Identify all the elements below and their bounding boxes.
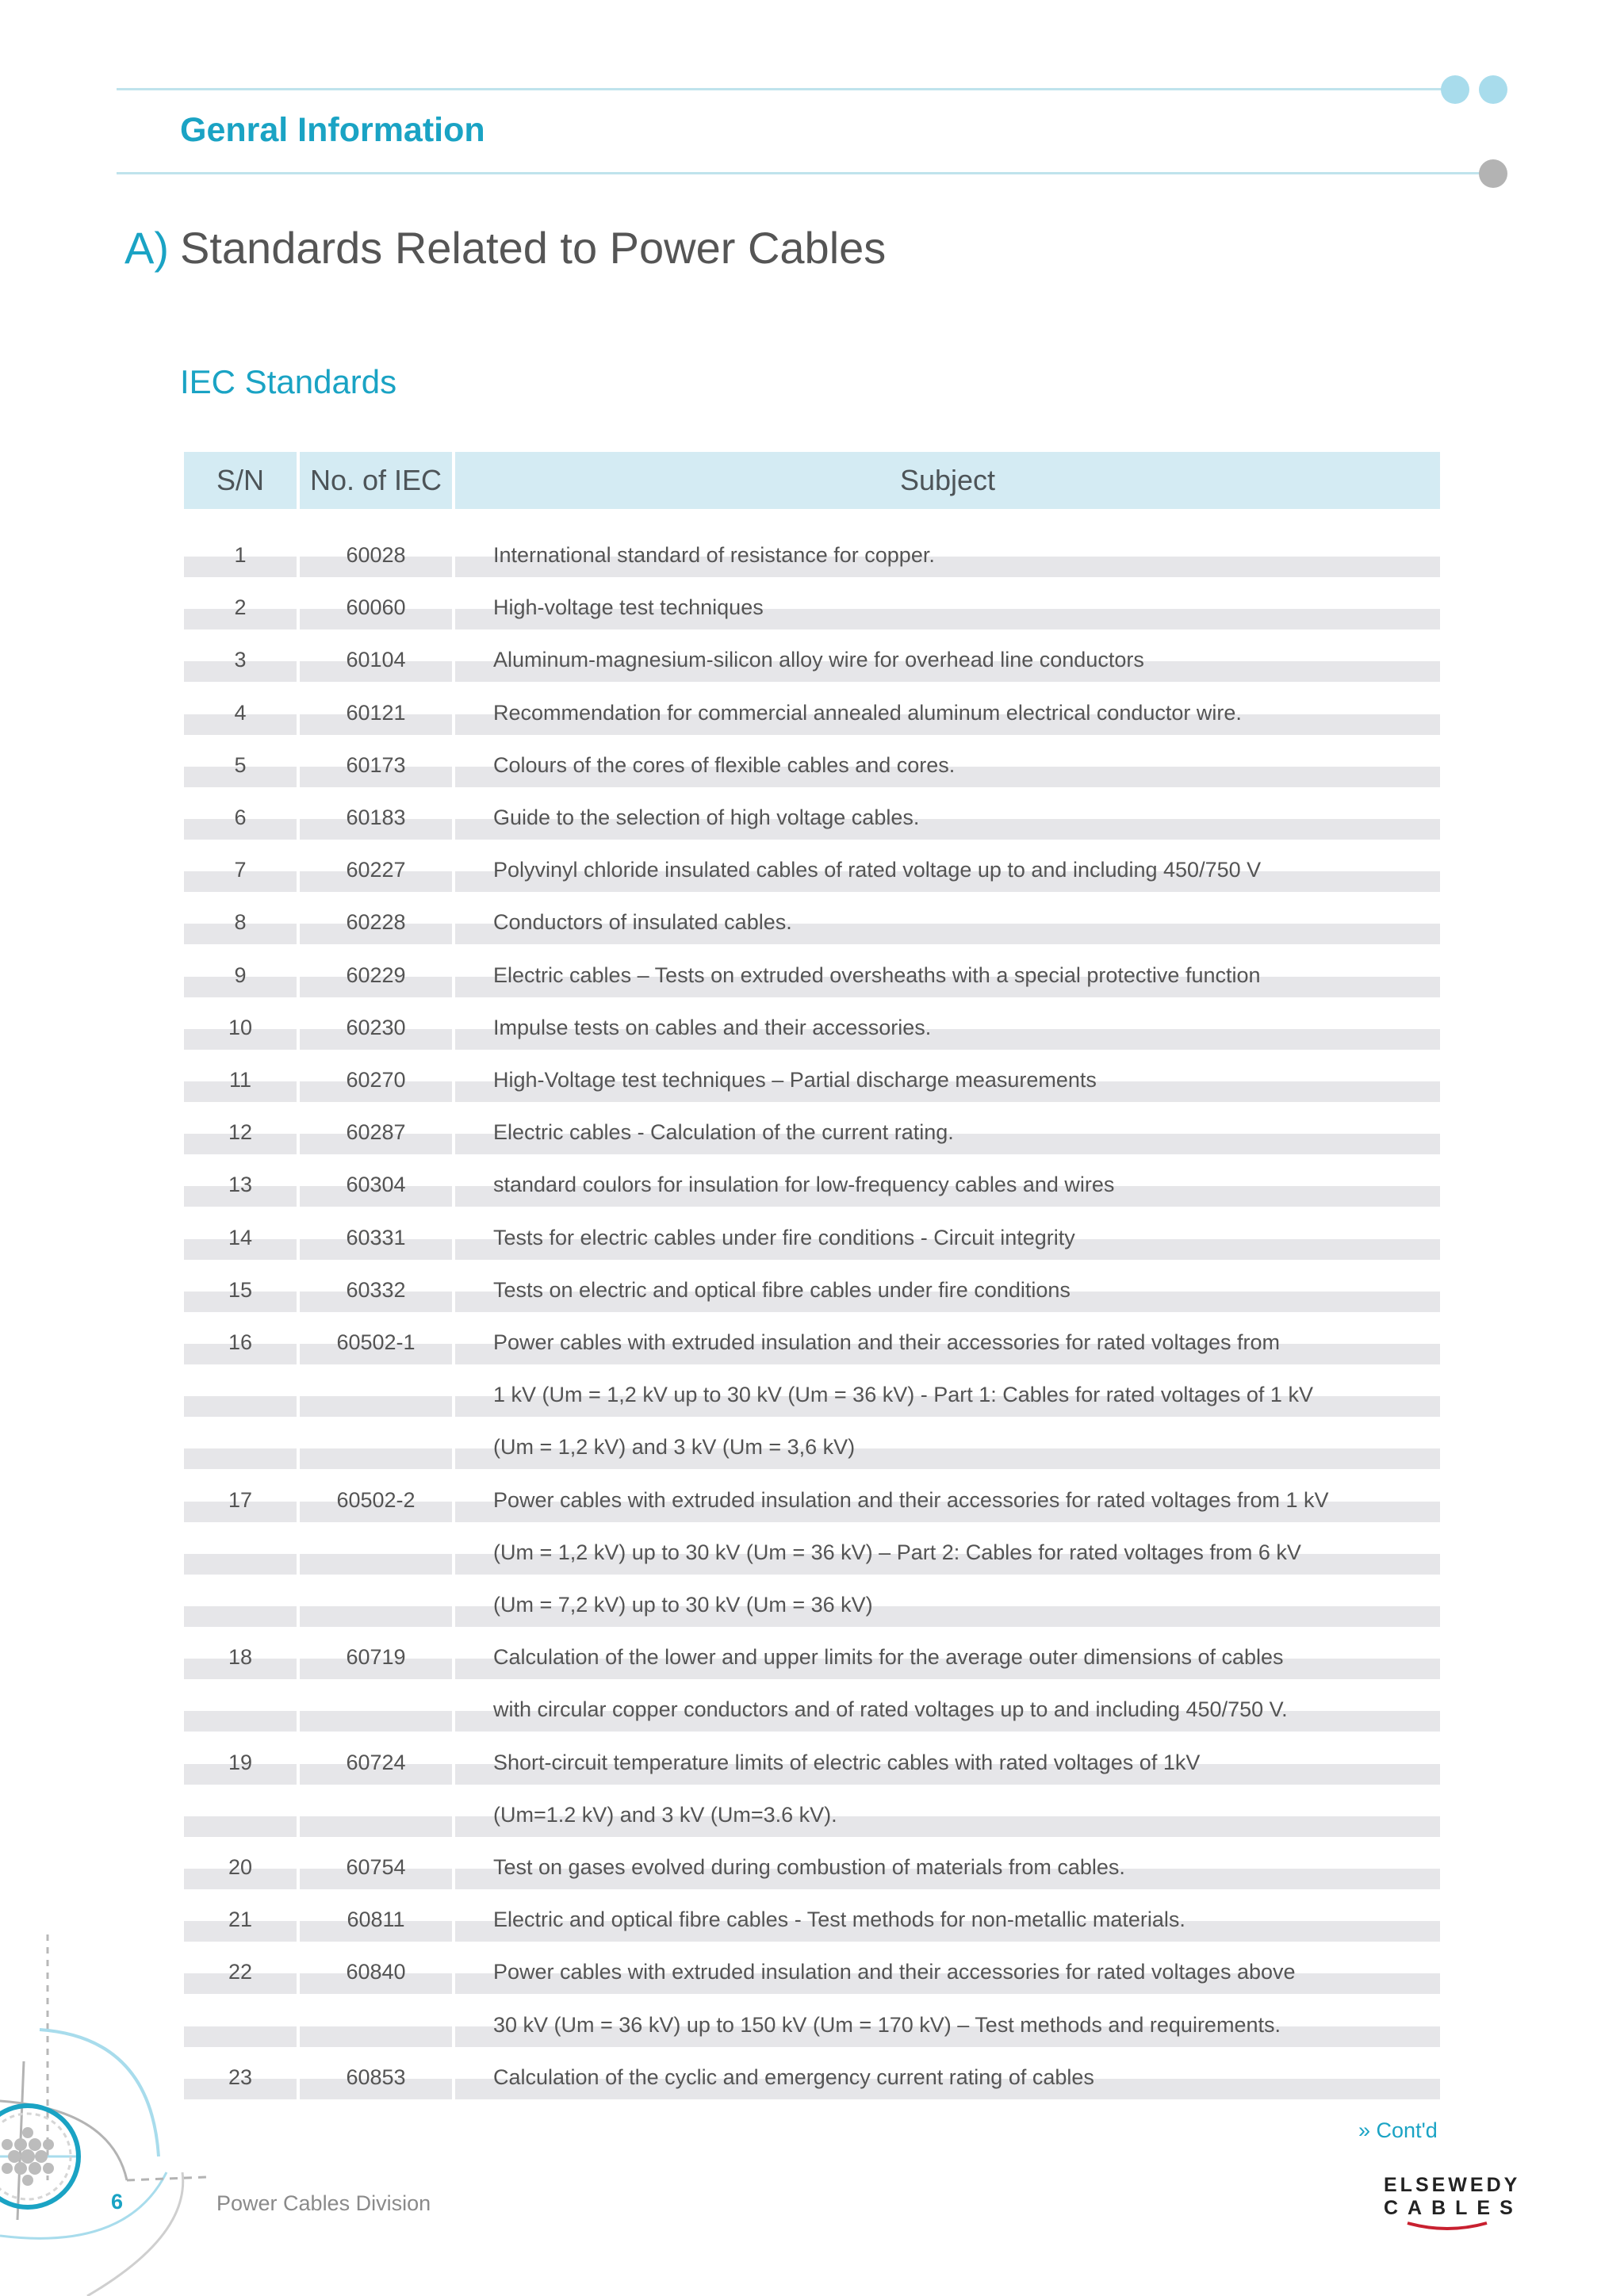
cell-iec-no: 60270 bbox=[346, 1068, 406, 1092]
cell-iec-no: 60173 bbox=[346, 752, 406, 777]
cell-sn: 4 bbox=[234, 700, 247, 725]
table-row bbox=[0, 637, 1624, 690]
table-row bbox=[0, 1372, 1624, 1425]
cell-subject: 1 kV (Um = 1,2 kV up to 30 kV (Um = 36 kV) - Part 1: Cables for rated voltages of 1 kV bbox=[493, 1383, 1313, 1407]
page-title: Standards Related to Power Cables bbox=[180, 223, 887, 273]
cell-sn-bar bbox=[184, 1711, 297, 1732]
cell-subject: International standard of resistance for copper. bbox=[493, 543, 935, 567]
cell-sn: 21 bbox=[228, 1908, 253, 1932]
cell-iec-no: 60502-1 bbox=[336, 1330, 416, 1354]
cell-sn-bar bbox=[184, 1554, 297, 1575]
cell-subject: Recommendation for commercial annealed aluminum electrical conductor wire. bbox=[493, 700, 1242, 725]
cell-iec-no-bar bbox=[300, 1448, 452, 1469]
logo-swoosh bbox=[1384, 2220, 1511, 2236]
table-row bbox=[0, 1320, 1624, 1372]
cell-subject: Guide to the selection of high voltage cables. bbox=[493, 806, 920, 829]
cell-sn: 17 bbox=[228, 1487, 253, 1512]
table-row bbox=[0, 848, 1624, 900]
cell-subject: with circular copper conductors and of rated voltages up to and including 450/750 V. bbox=[493, 1697, 1288, 1722]
table-header-iec-no: No. of IEC bbox=[300, 452, 452, 509]
cell-subject: (Um=1.2 kV) and 3 kV (Um=3.6 kV). bbox=[493, 1802, 837, 1827]
table-row bbox=[0, 585, 1624, 637]
table-row bbox=[0, 1845, 1624, 1897]
footer-division: Power Cables Division bbox=[216, 2191, 431, 2215]
cell-iec-no: 60287 bbox=[346, 1120, 406, 1145]
table-row bbox=[0, 2003, 1624, 2055]
cell-iec-no-bar bbox=[300, 1816, 452, 1837]
table-row bbox=[0, 1005, 1624, 1058]
contd-label: Cont'd bbox=[1376, 2118, 1438, 2142]
logo-top-text: ELSEWEDY bbox=[1384, 2174, 1521, 2196]
cell-iec-no: 60724 bbox=[346, 1750, 406, 1774]
table-row bbox=[0, 1950, 1624, 2002]
cell-subject: 30 kV (Um = 36 kV) up to 150 kV (Um = 170 kV) – Test methods and requirements. bbox=[493, 2012, 1281, 2037]
cell-subject: Tests on electric and optical fibre cables under fire conditions bbox=[493, 1277, 1071, 1302]
cell-sn: 9 bbox=[234, 962, 247, 987]
cell-sn: 16 bbox=[228, 1330, 253, 1354]
cell-iec-no: 60754 bbox=[346, 1855, 406, 1879]
cell-iec-no: 60227 bbox=[346, 858, 406, 882]
cell-subject: (Um = 7,2 kV) up to 30 kV (Um = 36 kV) bbox=[493, 1593, 873, 1617]
subsection-title: IEC Standards bbox=[180, 363, 397, 400]
elsewedy-cables-logo bbox=[1384, 2174, 1522, 2245]
cell-sn: 10 bbox=[228, 1015, 253, 1039]
cell-subject: Colours of the cores of flexible cables and cores. bbox=[493, 752, 956, 777]
cell-sn: 23 bbox=[228, 2064, 253, 2089]
cell-sn: 13 bbox=[228, 1173, 253, 1197]
table-row bbox=[0, 1058, 1624, 1110]
cell-iec-no-bar bbox=[300, 1554, 452, 1575]
table-row bbox=[0, 1687, 1624, 1739]
cell-sn-bar bbox=[184, 1448, 297, 1469]
contd-link[interactable] bbox=[1358, 2118, 1438, 2143]
section-label: Genral Information bbox=[180, 111, 485, 149]
cable-cross-section-graphic bbox=[0, 1919, 206, 2296]
cell-subject: High-Voltage test techniques – Partial discharge measurements bbox=[493, 1068, 1097, 1092]
cell-sn: 20 bbox=[228, 1855, 253, 1879]
cell-sn: 8 bbox=[234, 910, 247, 935]
table-row bbox=[0, 953, 1624, 1005]
table-row bbox=[0, 1635, 1624, 1687]
cell-sn-bar bbox=[184, 1816, 297, 1837]
cell-iec-no: 60229 bbox=[346, 962, 406, 987]
cell-iec-no: 60028 bbox=[346, 543, 406, 567]
cell-subject: (Um = 1,2 kV) and 3 kV (Um = 3,6 kV) bbox=[493, 1435, 856, 1460]
cell-iec-no: 60332 bbox=[346, 1277, 406, 1302]
cell-iec-no: 60228 bbox=[346, 910, 406, 935]
cell-sn: 1 bbox=[234, 543, 247, 567]
cell-iec-no: 60811 bbox=[347, 1908, 405, 1932]
cell-subject: Electric and optical fibre cables - Test methods for non-metallic materials. bbox=[493, 1908, 1185, 1932]
table-row bbox=[0, 691, 1624, 743]
cell-sn-bar bbox=[184, 1606, 297, 1627]
cell-sn: 19 bbox=[228, 1750, 253, 1774]
cell-iec-no: 60121 bbox=[346, 700, 406, 725]
cell-subject: (Um = 1,2 kV) up to 30 kV (Um = 36 kV) – Part 2: Cables for rated voltages from 6 kV bbox=[493, 1540, 1301, 1564]
table-row bbox=[0, 533, 1624, 585]
cell-sn: 7 bbox=[234, 858, 247, 882]
cell-sn: 14 bbox=[228, 1225, 253, 1249]
table-header-sn: S/N bbox=[184, 452, 297, 509]
table-header-subject: Subject bbox=[455, 452, 1440, 509]
cell-subject: Short-circuit temperature limits of electric cables with rated voltages of 1kV bbox=[493, 1750, 1201, 1774]
cell-subject: Test on gases evolved during combustion of materials from cables. bbox=[493, 1855, 1125, 1879]
table-row bbox=[0, 2055, 1624, 2107]
cell-iec-no-bar bbox=[300, 1606, 452, 1627]
cell-subject: Electric cables - Calculation of the current rating. bbox=[493, 1120, 954, 1145]
double-chevron-icon: » bbox=[1358, 2118, 1371, 2142]
cell-subject: Tests for electric cables under fire conditions - Circuit integrity bbox=[493, 1225, 1075, 1249]
cell-subject: standard coulors for insulation for low-frequency cables and wires bbox=[493, 1173, 1115, 1197]
cell-iec-no: 60502-2 bbox=[336, 1487, 416, 1512]
cell-sn: 2 bbox=[234, 595, 247, 620]
cell-subject: Polyvinyl chloride insulated cables of rated voltage up to and including 450/750 V bbox=[493, 858, 1262, 882]
table-row bbox=[0, 1215, 1624, 1268]
cell-sn: 18 bbox=[228, 1645, 253, 1670]
logo-bottom-text: CABLES bbox=[1384, 2197, 1522, 2219]
cell-iec-no: 60853 bbox=[346, 2064, 406, 2089]
page-number: 6 bbox=[111, 2190, 124, 2214]
cell-iec-no: 60331 bbox=[346, 1225, 406, 1249]
cell-sn: 6 bbox=[234, 806, 247, 829]
table-row bbox=[0, 1897, 1624, 1950]
cell-sn: 15 bbox=[228, 1277, 253, 1302]
cell-subject: Calculation of the cyclic and emergency current rating of cables bbox=[493, 2064, 1094, 2089]
cell-subject: Power cables with extruded insulation and their accessories for rated voltages above bbox=[493, 1960, 1296, 1984]
cell-iec-no-bar bbox=[300, 1396, 452, 1417]
table-row bbox=[0, 900, 1624, 952]
table-row bbox=[0, 1478, 1624, 1530]
table-row bbox=[0, 1425, 1624, 1477]
table-row bbox=[0, 1793, 1624, 1845]
cell-subject: Impulse tests on cables and their accessories. bbox=[493, 1015, 932, 1039]
cell-sn: 12 bbox=[228, 1120, 253, 1145]
table-row bbox=[0, 1530, 1624, 1582]
cell-iec-no: 60719 bbox=[346, 1645, 406, 1670]
table-row bbox=[0, 1268, 1624, 1320]
table-row bbox=[0, 743, 1624, 795]
cell-sn: 22 bbox=[228, 1960, 253, 1984]
table-row bbox=[0, 795, 1624, 848]
cell-iec-no: 60104 bbox=[346, 648, 406, 672]
table-row bbox=[0, 1740, 1624, 1793]
cell-iec-no: 60840 bbox=[346, 1960, 406, 1984]
cell-sn: 5 bbox=[234, 752, 247, 777]
cell-iec-no: 60060 bbox=[346, 595, 406, 620]
cell-subject: Power cables with extruded insulation and their accessories for rated voltages from 1 kV bbox=[493, 1487, 1329, 1512]
cell-subject: Calculation of the lower and upper limits for the average outer dimensions of cables bbox=[493, 1645, 1284, 1670]
cell-subject: High-voltage test techniques bbox=[493, 595, 764, 620]
cell-iec-no: 60304 bbox=[346, 1173, 406, 1197]
table-row bbox=[0, 1582, 1624, 1635]
cell-sn: 3 bbox=[234, 648, 247, 672]
cell-subject: Aluminum-magnesium-silicon alloy wire for overhead line conductors bbox=[493, 648, 1144, 672]
title-prefix: A) bbox=[124, 223, 169, 273]
cell-subject: Power cables with extruded insulation and their accessories for rated voltages from bbox=[493, 1330, 1280, 1354]
cell-sn-bar bbox=[184, 1396, 297, 1417]
cell-sn: 11 bbox=[228, 1068, 252, 1092]
table-row bbox=[0, 1110, 1624, 1162]
cell-iec-no-bar bbox=[300, 1711, 452, 1732]
cell-iec-no-bar bbox=[300, 2026, 452, 2047]
cell-iec-no: 60183 bbox=[346, 806, 406, 829]
cell-subject: Electric cables – Tests on extruded oversheaths with a special protective function bbox=[493, 962, 1261, 987]
table-row bbox=[0, 1162, 1624, 1215]
cell-subject: Conductors of insulated cables. bbox=[493, 910, 792, 935]
cell-iec-no: 60230 bbox=[346, 1015, 406, 1039]
